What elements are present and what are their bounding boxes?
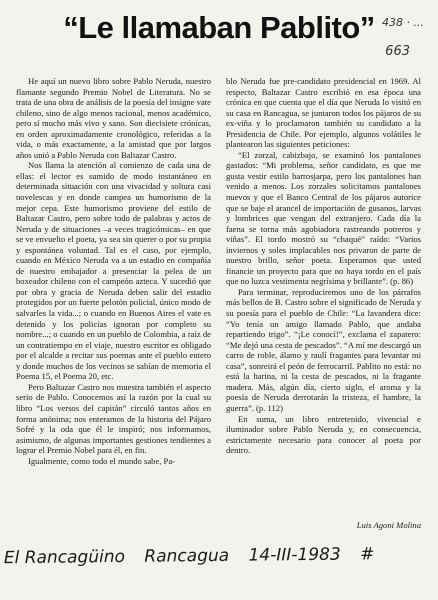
handwritten-source: El Rancagüino — [3, 546, 126, 569]
article-column-right — [226, 76, 421, 530]
paragraph: Pero Baltazar Castro nos muestra también el aspecto serio de Pablo. Conocemos así la razón por la cual su libro “Los versos del capitán” circuló tantos años en forma anónima; nos enteramos de la historia del Pájaro Sofré y la oda que él le inspiró; nos informamos, asimismo, de algunas importantes gestiones tendientes a lograr el Premio Nobel para él, en fin. — [16, 381, 211, 456]
handwritten-date: 14-III-1983 — [248, 544, 341, 566]
paragraph: Igualmente, como todo el mundo sabe, Pa- — [28, 455, 176, 466]
handwritten-number: 663 — [385, 44, 410, 59]
paragraph: En suma, un libro entretenido, vivencial e iluminador sobre Pablo Neruda y, en consecuencia, estrictamente necesario para conocer al poeta por dentro. — [226, 413, 421, 456]
paragraph: He aquí un nuevo libro sobre Pablo Neruda, nuestro flamante segundo Premio Nobel de Literatura. No se trata de una obra de análisis de la poesía del insigne vate chileno, sino de algo menos racional, menos académico, pero sí mucho más vivo y sano. Son diecisiete crónicas, en orden aproximadamente cronológico, referidas a la vida, o más exactamente, a la amistad que por largos años unió a Pablo Neruda con Baltazar Castro. — [16, 76, 211, 160]
paragraph: “El zorzal, cabizbajo, se examinó los pantalones gastados: “Mi problema, señor candidato, es que me gusta vestir estilo barrosjarpa, pero los pantalones han venido a menos. Los zorzales solicitamos pantalones nuevos y que el Banco Central de los pájaros autorice que se baje el arancel de importación de gusanos, larvas y lombrices que vengan del extranjero. Cada día la faena se torna más agobiadora rastreando potreros y viñas”. El tordo mostró su “chaqué” raído: “Varios inviernos y soles implacables nos privaron de parte de nuestro brillo, señor poeta. Esperamos que usted financie un proyecto para que no haya tordo en el país que no luzca vestimenta negrísima y brillante”. (p. 86) — [226, 149, 421, 287]
author-signature: Luis Agoni Molina — [356, 520, 421, 530]
handwritten-annotation-top: 438 · ... — [382, 16, 424, 29]
paragraph: Nos llama la atención al comienzo de cada una de ellas: el lector es sumido de modo instantáneo en determinada situación con una vivacidad y soltura casi novelescas y en donde campea un humorismo de la mejor cepa. Este humorismo proviene del estilo de Baltazar Castro, pero sobre todo de palabras y actos de Neruda y de situaciones –a veces tragicómicas– en que se ve envuelto el poeta, ya sea sin querer o por su propia y espontánea voluntad. Tal es el caso, por ejemplo, cuando en México Neruda va a un estadio en compañía de nuestro embajador a presenciar la pelea de un boxeador chileno con el campeón azteca. Y sucedió que por obra y gracia de Neruda deben salir del estadio protegidos por un fuerte pelotón policial, único modo de salvarles la vida...; o cuando en Buenos Aires el vate es detenido y los policías ignoran por completo su nombre...; o cuando en un pueblo de Colombia, a raíz de un contratiempo en el viaje, nuestro escritor es obligado por el alcalde a recitar sus poemas ante el pueblo entero y donde muchos de los vecinos se sabían de memoria el Poema 15, el Poema 20, etc. — [16, 160, 211, 382]
paragraph: Para terminar, reproduciremos uno de los párrafos más bellos de B. Castro sobre el significado de Neruda y su poesía para el pueblo de Chile: “La lavandera dice: “Yo tenía un amigo llamado Pablo, que andaba repartiendo trigo”. “¡Le conocí!”, exclama el zapatero: “Me dejó una cesta de pescados”. “A mí me descargó un carro de roble, álamo y raulí fragantes para levantar mi casa”, sonreirá el peón de ferrocarril. Pablito no está: no está la harina, ni la cesta de pescados, ni la fragante madera. Más, algún día, cierto siglo, el aroma y la poesía de Neruda derrotarán la tristeza, el hambre, la guerra”. (p. 112) — [226, 286, 421, 413]
handwritten-mark: # — [360, 544, 375, 565]
article-column-left — [16, 76, 211, 530]
headline: “Le llamaban Pablito” — [63, 10, 375, 45]
paragraph: blo Neruda fue pre-candidato presidencial en 1969. Al respecto, Baltazar Castro escribió en esa época una crónica en que cuenta que el día que Neruda lo visitó en su casa en Rancagua, se juntaron todos los pájaros de su ex-viña y lo proclamaron también su candidato a la Presidencia de Chile. Por ejemplo, algunos volátiles le plantearon las siguientes peticiones: — [226, 76, 421, 150]
handwritten-city: Rancagua — [144, 545, 230, 567]
handwritten-footer — [4, 544, 429, 596]
